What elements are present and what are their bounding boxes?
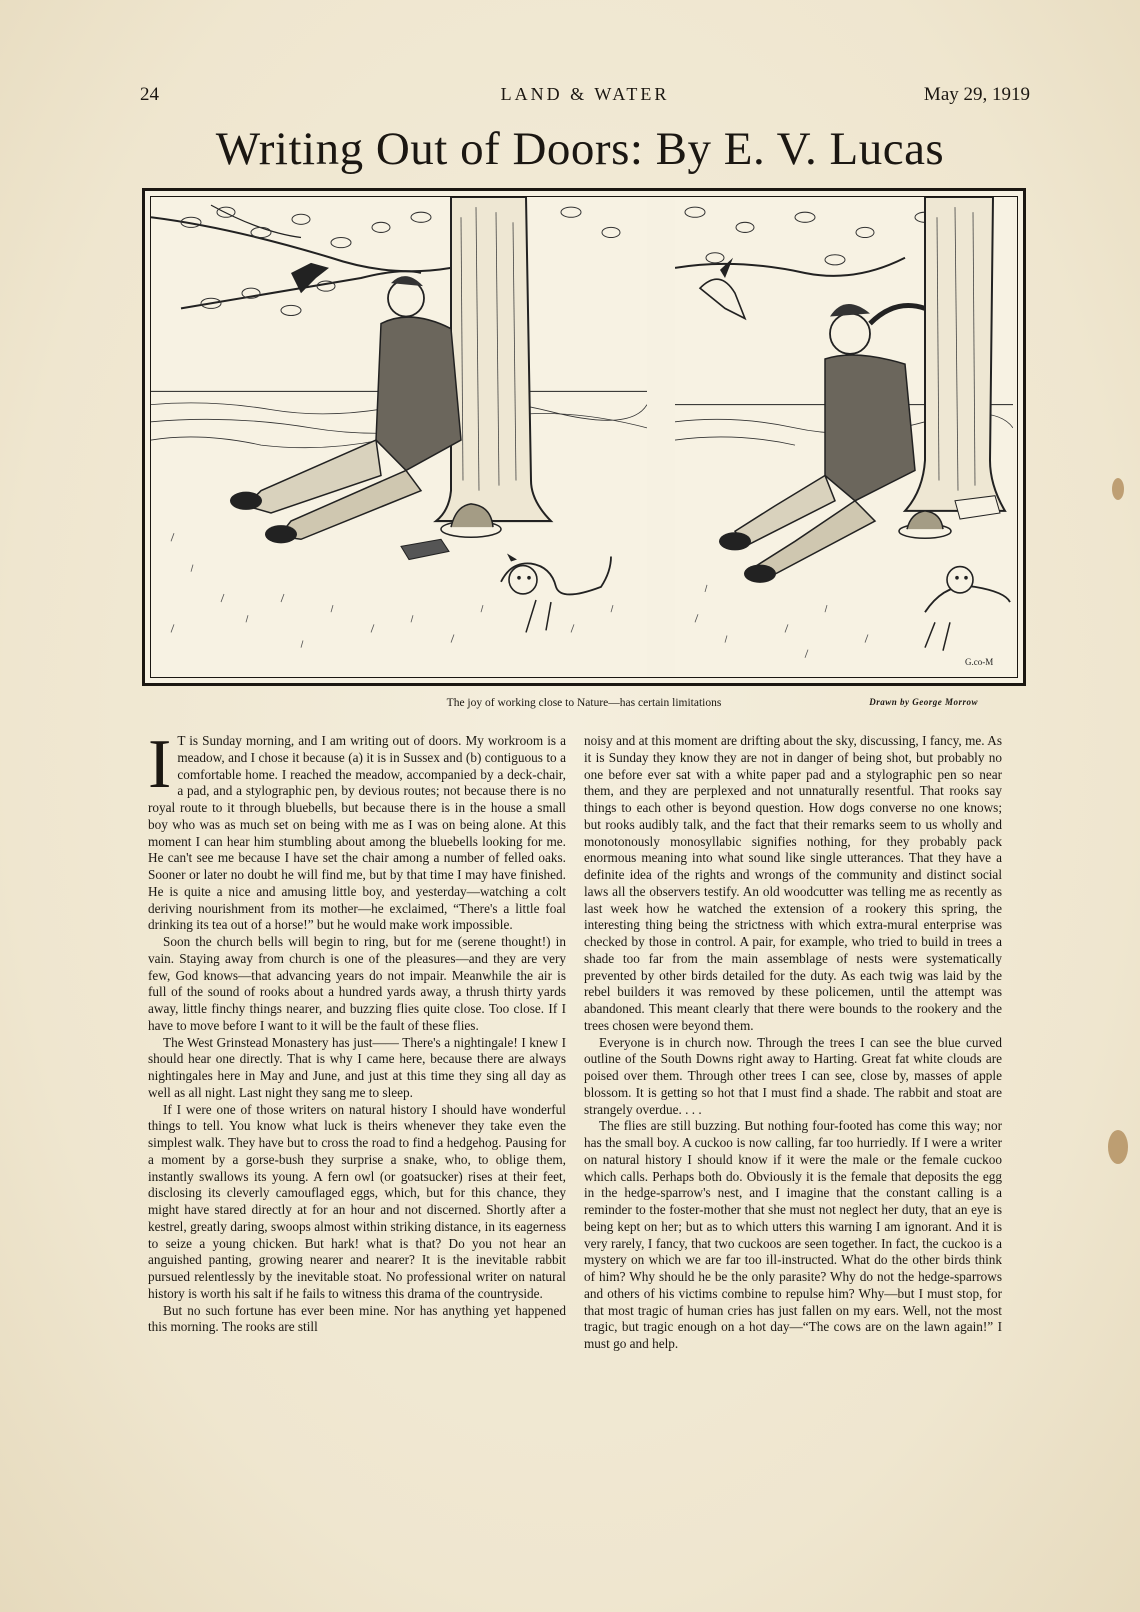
paragraph-7: Everyone is in church now. Through the trees I can see the blue curved outline of the South Downs right away to Harting. Great fat white clouds are poised over them. Through other trees I can see, close by, masses of apple blossom. It is getting so hot that I must find a shade. The rabbit and stoat are strangely overdue. . . . [584,1034,1002,1117]
article-column-2 [584,733,1002,1353]
page-header [140,84,1030,110]
magazine-name: LAND & WATER [500,84,670,104]
issue-date: May 29, 1919 [923,84,1030,105]
drop-cap: I [148,726,172,803]
drawing-man-troubled [675,197,1013,677]
paragraph-4: If I were one of those writers on natural history I should have wonderful things to tell. You know what luck is theirs whenever they take even the simplest walk. They have but to cross the road to find a hedgehog. Pausing for a moment by a gorse-bush they surprise a snake, who, to oblige them, instantly swallows its young. A fern owl (or goatsucker) rises at their feet, disclosing its cleverly camouflaged eggs, which, but for this chance, they might have stared directly at for an hour and not discerned. Shortly after a kestrel, greatly daring, swoops almost within striking distance, in its eagerness to seize a young chicken. But hark! what is that? Do you not hear an anguished panting, growing nearer and nearer? It is the inevitable rabbit pursued relentlessly by the inevitable stoat. No professional writer on natural history is worth his salt if he fails to witness this drama of the countryside. [148,1101,566,1301]
illustration-panel-right [675,197,1013,677]
paper-stain [1112,478,1124,500]
paragraph-5: But no such fortune has ever been mine. Nor has anything yet happened this morning. The rooks are still [148,1302,566,1335]
paragraph-8: The flies are still buzzing. But nothing four-footed has come this way; nor has the small boy. A cuckoo is now calling, far too hurriedly. If I were a writer on natural history I should know if it were the male or the female cuckoo which calls. Perhaps both do. Obviously it is the female that deposits the egg in the hedge-sparrow's nest, and I imagine that the constant calling is a reminder to the foster-mother that she must not neglect her duty, that an eye is being kept on her; but as to which utters this warning I am ignorant. And it is very rarely, I fancy, that two cuckoos are seen together. In fact, the cuckoo is a mystery on which we are far too ill-instructed. What do the other birds think of him? Why should he be the only parasite? Why do not the hedge-sparrows and others of his victims combine to repulse him? Why—but I must stop, for that most tragic of human cries has just fallen on my ears. Well, not the most tragic, but tragic enough on a hot day—“The cows are on the lawn again!” I must go and help. [584,1118,1002,1351]
illustration-caption [142,697,1026,713]
paragraph-6: noisy and at this moment are drifting about the sky, discussing, I fancy, me. As it is Sunday they know they are not in danger of being shot, but probably no one before ever sat with a white paper pad and a stylographic pen so near them, and they are perplexed and not unnaturally resentful. That rooks say things to each other is beyond question. How dogs converse no one knows; but rooks audibly talk, and the fact that their remarks seem to us wholly and monotonously monosyllabic signifies nothing, for they probably pack enormous meaning into what sound like single utterances. That they have a definite idea of the rights and wrongs of the community and distinct social laws all the observers testify. An old woodcutter was telling me as recently as last week how he watched the extension of a rookery this spring, the interesting thing being the strictness with which extra-mural enterprise was checked by those in control. A pair, for example, who tried to build in trees a shade too far from the main assemblage of nests were systematically prevented by other birds detailed for the duty. As each twig was laid by the rebel builders it was removed by these policemen, until the attempt was abandoned. This meant clearly that there were bounds to the rookery and the trees chosen were beyond them. [584,733,1002,1033]
paragraph-1-text: T is Sunday morning, and I am writing out of doors. My workroom is a meadow, and I chose it because (a) it is in Sussex and (b) contiguous to a comfortable home. I reached the meadow, accompanied by a deck-chair, a pad, and a stylographic pen, by devious routes; not because there is no royal route to it through bluebells, but because there is in the house a small boy who was as much set on being with me as I was on being alone. At this moment I can hear him stumbling about among the bluebells looking for me. He can't see me because I have set the chair among a number of felled oaks. Sooner or later no doubt he will find me, but by that time I may have finished. He is quite a nice and amusing little boy, and yesterday—watching a colt deriving nourishment from its mother—he exclaimed, “There's a little foal drinking its tea out of a horse!” but he would make work impossible. [148,733,566,933]
paragraph-1 [148,726,566,934]
drawing-man-content [151,197,647,677]
page-number: 24 [140,84,159,105]
paragraph-2: Soon the church bells will begin to ring, but for me (serene thought!) in vain. Staying away from church is one of the pleasures—and they are very few, God knows—that advancing years do not impair. Meanwhile the air is full of the sound of rooks about a hundred yards away, a thrush thirty yards away, little finchy things nearer, and buzzing flies quite close. Too close. If I have to move before I want to it will be the fault of these flies. [148,934,566,1033]
artist-signature: G.co-M [965,656,994,667]
article-column-1 [148,726,566,1336]
paragraph-3: The West Grinstead Monastery has just—— There's a nightingale! I knew I should hear one directly. That is why I came here, because there are always nightingales here in May and June, and just at this time they sing all day as well as all night. Last night they sang me to sleep. [148,1034,566,1100]
article-title: Writing Out of Doors: By E. V. Lucas [215,123,945,175]
artist-credit: Drawn by George Morrow [869,697,978,707]
caption-text: The joy of working close to Nature—has certain limitations [446,697,722,709]
paper-stain [1108,1130,1128,1164]
illustration-panel-left [151,197,647,677]
illustration-frame [142,188,1026,686]
